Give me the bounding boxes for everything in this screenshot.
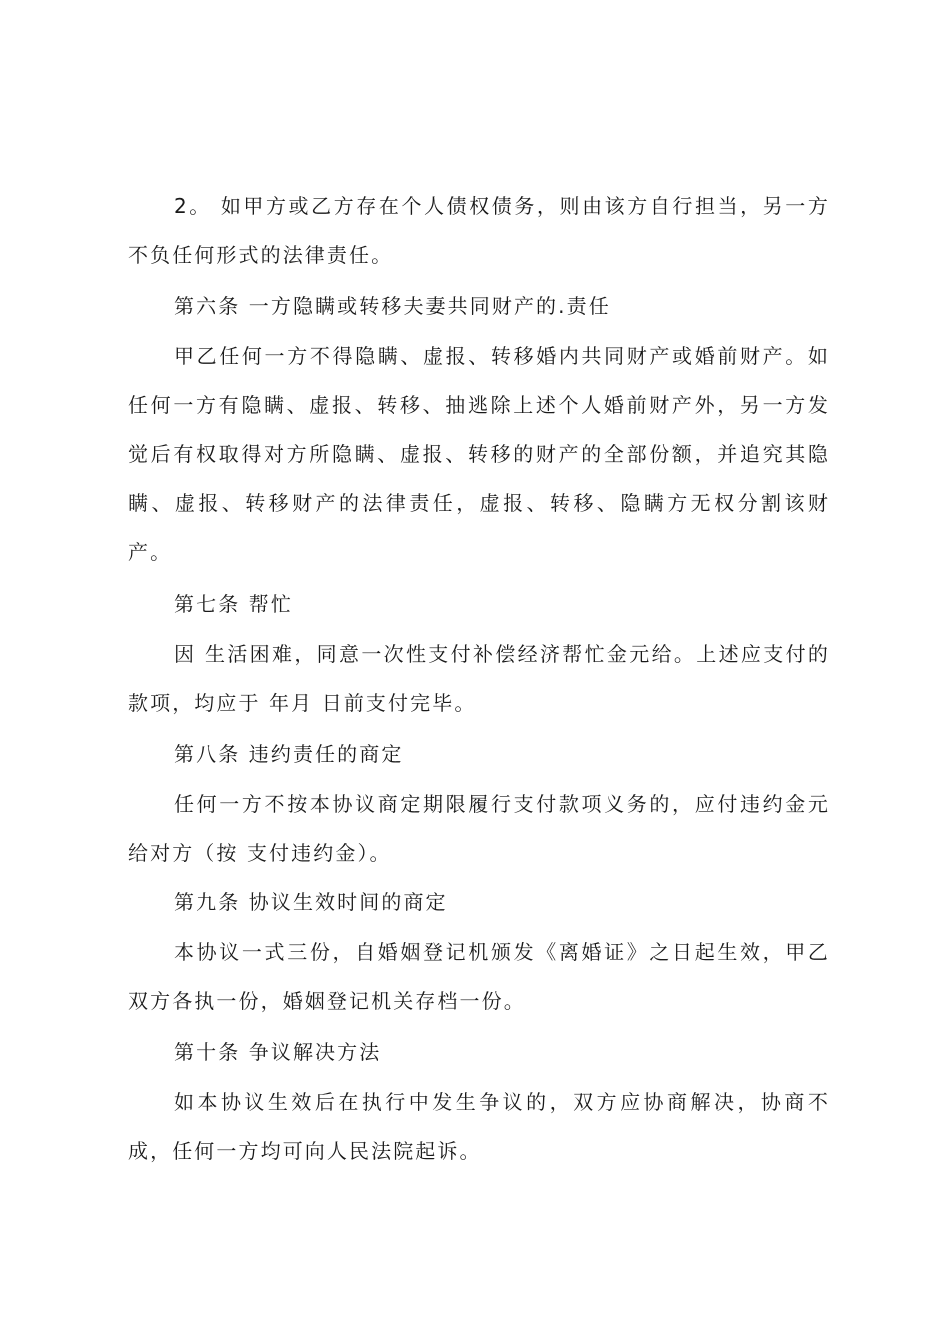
debt-clause-paragraph: 2。 如甲方或乙方存在个人债权债务，则由该方自行担当，另一方不负任何形式的法律责任。 <box>128 194 830 267</box>
article-6-heading: 第六条 一方隐瞒或转移夫妻共同财产的.责任 <box>174 294 611 318</box>
article-8-heading: 第八条 违约责任的商定 <box>174 742 404 766</box>
article-10-body: 如本协议生效后在执行中发生争议的，双方应协商解决，协商不成，任何一方均可向人民法院起诉。 <box>128 1090 830 1163</box>
article-10-heading: 第十条 争议解决方法 <box>174 1040 382 1064</box>
article-9-heading: 第九条 协议生效时间的商定 <box>174 890 448 914</box>
article-8-body: 任何一方不按本协议商定期限履行支付款项义务的，应付违约金元给对方（按 支付违约金）。 <box>128 792 830 865</box>
article-7-body: 因 生活困难，同意一次性支付补偿经济帮忙金元给。上述应支付的款项，均应于 年月 日前支付完毕。 <box>128 642 830 715</box>
article-7-heading: 第七条 帮忙 <box>174 592 293 616</box>
article-6-body: 甲乙任何一方不得隐瞒、虚报、转移婚内共同财产或婚前财产。如任何一方有隐瞒、虚报、转移、抽逃除上述个人婚前财产外，另一方发觉后有权取得对方所隐瞒、虚报、转移的财产的全部份额，并追究其隐瞒、虚报、转移财产的法律责任，虚报、转移、隐瞒方无权分割该财产。 <box>128 344 830 564</box>
article-9-body: 本协议一式三份，自婚姻登记机颁发《离婚证》之日起生效，甲乙双方各执一份，婚姻登记机关存档一份。 <box>128 940 830 1013</box>
